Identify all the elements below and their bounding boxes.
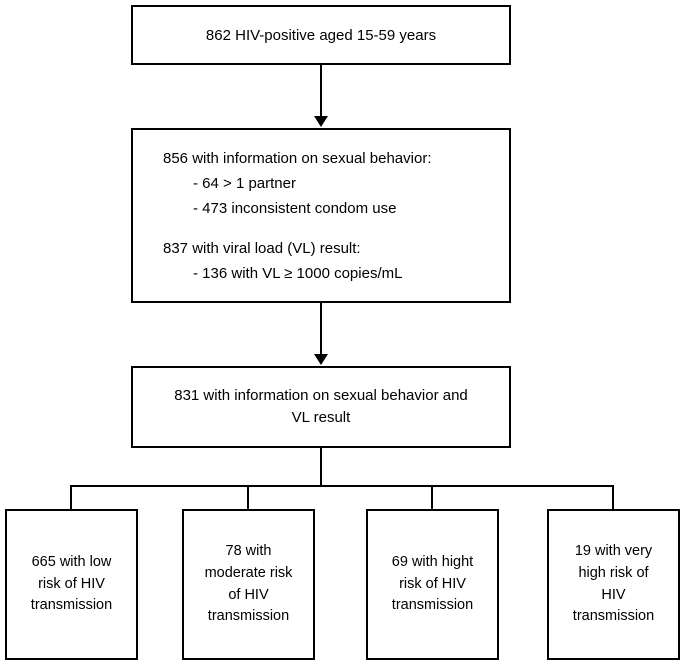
node-outcome-low-risk (5, 509, 138, 660)
combined-line-1: 831 with information on sexual behavior and (174, 386, 468, 404)
high-line-1: 69 with hight (391, 553, 474, 570)
connector-split-bus (70, 485, 614, 487)
node-sexual-behavior-and-vl (131, 128, 511, 303)
moderate-line-1: 78 with (225, 543, 272, 559)
moderate-line-4: transmission (207, 608, 290, 625)
detail-line-vl-total: 837 with viral load (VL) result: (163, 240, 361, 258)
detail-line-behavior-total: 856 with information on sexual behavior: (163, 150, 432, 167)
connector-top-to-details (320, 65, 322, 117)
moderate-line-2: moderate risk (204, 564, 293, 581)
connector-branch-high (431, 485, 433, 509)
node-total-hiv-positive-label: 862 HIV-positive aged 15-59 years (205, 26, 437, 44)
node-outcome-high-risk-content (368, 552, 497, 617)
veryhigh-line-3: HIV (601, 586, 626, 603)
node-outcome-high-risk (366, 509, 499, 660)
node-combined-information (131, 366, 511, 448)
node-outcome-very-high-risk (547, 509, 680, 660)
veryhigh-line-1: 19 with very (574, 543, 653, 559)
connector-branch-low (70, 485, 72, 509)
low-line-2: risk of HIV (38, 575, 105, 592)
connector-details-to-combined (320, 303, 322, 355)
node-outcome-moderate-risk (182, 509, 315, 660)
low-line-1: 665 with low (31, 553, 112, 570)
high-line-2: risk of HIV (399, 575, 466, 592)
arrowhead-top-to-details (314, 116, 328, 127)
connector-combined-stem (320, 448, 322, 486)
low-line-3: transmission (30, 597, 113, 614)
connector-branch-moderate (247, 485, 249, 509)
connector-branch-veryhigh (612, 485, 614, 509)
node-outcome-low-risk-content (7, 552, 136, 617)
detail-spacer (163, 222, 509, 238)
detail-line-partners: - 64 > 1 partner (193, 174, 296, 192)
moderate-line-3: of HIV (228, 586, 269, 603)
combined-line-2: VL result (291, 409, 351, 426)
node-outcome-very-high-risk-content (549, 541, 678, 628)
detail-line-condom: - 473 inconsistent condom use (193, 199, 397, 217)
node-combined-information-content (133, 385, 509, 430)
arrowhead-details-to-combined (314, 354, 328, 365)
high-line-3: transmission (391, 597, 474, 614)
node-total-hiv-positive (131, 5, 511, 65)
node-sexual-behavior-and-vl-content (133, 130, 509, 288)
node-outcome-moderate-risk-content (184, 541, 313, 628)
veryhigh-line-4: transmission (572, 608, 655, 625)
detail-line-vl-high: - 136 with VL ≥ 1000 copies/mL (193, 265, 403, 282)
veryhigh-line-2: high risk of (578, 564, 649, 581)
